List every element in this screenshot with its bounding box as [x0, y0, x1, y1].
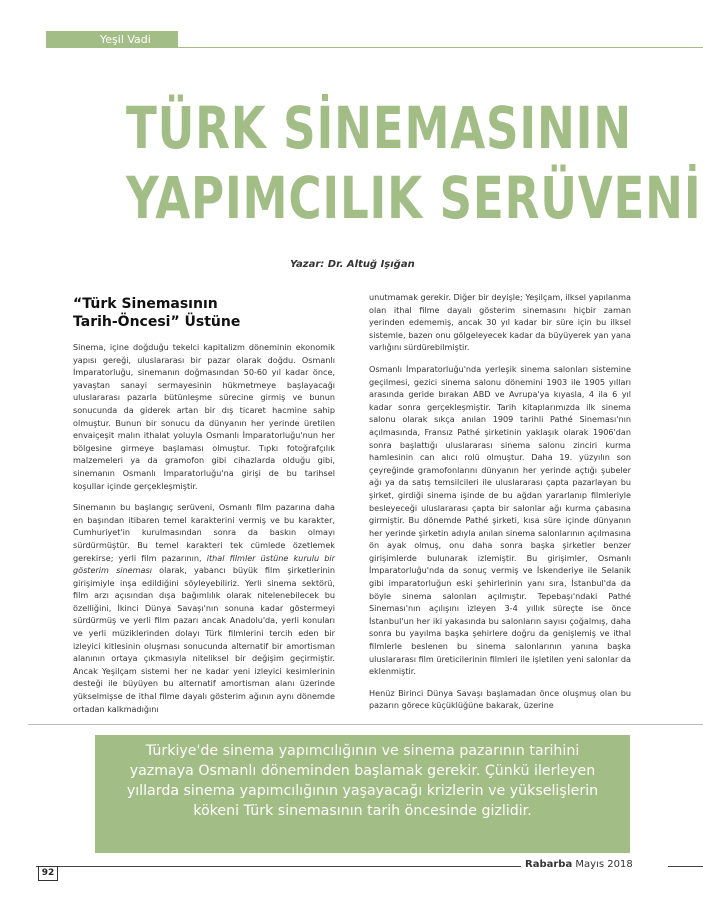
section-divider: [178, 47, 703, 48]
paragraph: Sinema, içine doğduğu tekelci kapitalizm döneminin ekonomik yapısı gereği, uluslararası bir pazar olarak doğdu. Osmanlı İmparatorluğu, sinemanın doğmasından 50-60 yıl kadar önce, yavaştan sanayi sermayesinin hükmetmeye başlayacağı uluslararası pazarla bütünleşme sürecine girmiş ve bunun sonucunda da giderek artan bir dış ticaret hacmine sahip olmuştur. Bunun bir sonucu da dünyanın her yerinde üretilen envaiçeşit malın ithalat yoluyla Osmanlı İmparatorluğu'nun her bölgesine girmeye başlaması olmuştur. Tıpkı fotoğrafçılık malzemeleri ya da gramofon gibi cihazlarda olduğu gibi, sinemanın Osmanlı İmparatorluğu'na girişi de bu tarihsel koşullar içinde gerçekleşmiştir.: [73, 342, 335, 491]
title-line-1: TÜRK SİNEMASININ: [126, 94, 632, 162]
left-column: [73, 291, 335, 724]
footer-divider-right: [668, 866, 703, 867]
paragraph-text: Sinemanın bu başlangıç serüveni, Osmanlı film pazarına daha en başından itibaren temel karakterini vermiş ve bu karakter, Cumhuriyet'in kurulmasından sonra da baskın olmayı sürdürmüştür. Bu temel karakteri tek cümlede özetlemek gerekirse; yerli film pazarının,: [73, 502, 335, 563]
title-line-2: YAPIMCILIK SERÜVENİ: [126, 164, 702, 232]
pullquote-line-3: yıllarda sinema yapımcılığının yaşayacağı krizlerin ve yükselişlerin: [126, 783, 599, 799]
section-tag-label: Yeşil Vadi: [100, 33, 151, 46]
article-title: [126, 93, 702, 233]
paragraph: Henüz Birinci Dünya Savaşı başlamadan önce oluşmuş olan bu pazarın görece küçüklüğüne bakarak, üzerine: [369, 687, 631, 711]
paragraph-text: olarak, yabancı büyük film şirketlerinin girişimiyle inşa edildiğini söyleyebiliriz. Yerli sinema sektörü, film arzı açısından dışa bağımlılık olarak nitelenebilecek bu özelliğini, İkinci Dünya Savaşı'nın sonuna kadar göstermeyi sürdürmüş ve yerli film pazarı ancak Anadolu'da, yerli konuları ve yerli müziklerinden dolayı Türk filmlerini tercih eden bir izleyici kitlesinin oluşması sonucunda alternatif bir amortisman alanının ortaya çıkmasıyla niteliksel bir değişim geçirmiştir. Ancak Yeşilçam sistemi her ne kadar yeni izleyici kesimlerinin desteği ile büyüyen bu alternatif amortisman alanı üzerinde yükselmişse de ithal filme dayalı gösterim ağının aynı dönemde ortadan kalkmadığını: [73, 565, 335, 714]
author-byline: Yazar: Dr. Altuğ Işığan: [290, 259, 415, 270]
footer-divider: [36, 866, 521, 867]
subheading-line-2: Tarih-Öncesi” Üstüne: [73, 314, 241, 330]
footer-brand: [525, 859, 633, 870]
emphasis-text: ithal filmler üstüne kurulu bir gösterim sineması: [73, 552, 335, 576]
section-tag: [46, 31, 178, 48]
subheading-line-1: “Türk Sinemasının: [73, 296, 218, 312]
pullquote-line-4: kökeni Türk sinemasının tarih öncesinde gizlidir.: [193, 803, 532, 819]
pullquote-line-2: yazmaya Osmanlı döneminden başlamak gerekir. Çünkü ilerleyen: [129, 763, 596, 779]
paragraph: unutmamak gerekir. Diğer bir deyişle; Yeşilçam, ilksel yapılanma olan ithal filme dayalı gösterim sinemasını hiçbir zaman yerinden edememiş, ancak 30 yıl kadar bir süre için bu ilksel sistemle, bazen onu gölgeleyecek kadar da büyüyerek yan yana varlığını sürdürebilmiştir.: [369, 292, 631, 353]
pullquote-line-1: Türkiye'de sinema yapımcılığının ve sinema pazarının tarihini: [145, 743, 580, 759]
page-number: 92: [38, 866, 58, 881]
pullquote: [95, 735, 630, 853]
magazine-name: Rabarba: [525, 859, 573, 870]
paragraph: Osmanlı İmparatorluğu'nda yerleşik sinema salonları sistemine geçilmesi, gezici sinema salonu dönemini 1903 ile 1905 yılları arasında geride bırakan ABD ve Avrupa'ya kıyasla, 4 ila 6 yıl kadar sonra gerçekleşmiştir. Tarih kitaplarımızda ilk sinema salonu olarak sıkça anılan 1909 tarihli Pathé Sineması'nın açılmasında, Fransız Pathé şirketinin yaklaşık olarak 1906'dan sonra başlattığı uluslararası sinema salonu zinciri kurma hamlesinin can alıcı rolü olmuştur. Daha 19. yüzyılın son çeyreğinde gramofonlarını dünyanın her yerinde açtığı şubeler ağı ya da satış temsilcileri ile uluslararası çapta pazarlayan bu şirket, girdiği sinema işinde de bu ağdan yararlanıp filmleriyle besleyeceği uluslararası çapta bir salonlar ağı kurma çabasına girmiştir. Bu dönemde Pathé şirketi, kısa süre içinde dünyanın her yerinde şirketin adıyla anılan sinema salonlarının açılmasına ön ayak olmuş, onu daha sonra başka şirketler benzer girişimlerde bulunarak izlemiştir. Bu girişimler, Osmanlı İmparatorluğu'nda da sonuç vermiş ve İskenderiye ile Selanik gibi imparatorluğun eski şehirlerinin yanı sıra, İstanbul'da da böyle sinema salonları açılmıştır. Tepebaşı'ndaki Pathé Sineması'nın açılışını izleyen 3-4 yıllık süreçte ise önce İstanbul'un her iki yakasında bu salonların sayısı çoğalmış, daha sonra bu yayılma başka şehirlere doğru da genişlemiş ve ithal filmlerle beslenen bu sinema salonlarının yanına başka uluslararası film üreticilerinin filmleri ile işletilen yeni salonlar da eklenmiştir.: [369, 363, 631, 677]
subheading: [73, 295, 335, 331]
issue-date: Mayıs 2018: [575, 859, 633, 870]
pullquote-divider: [28, 724, 703, 725]
right-column: [369, 291, 631, 721]
paragraph: [73, 501, 335, 715]
